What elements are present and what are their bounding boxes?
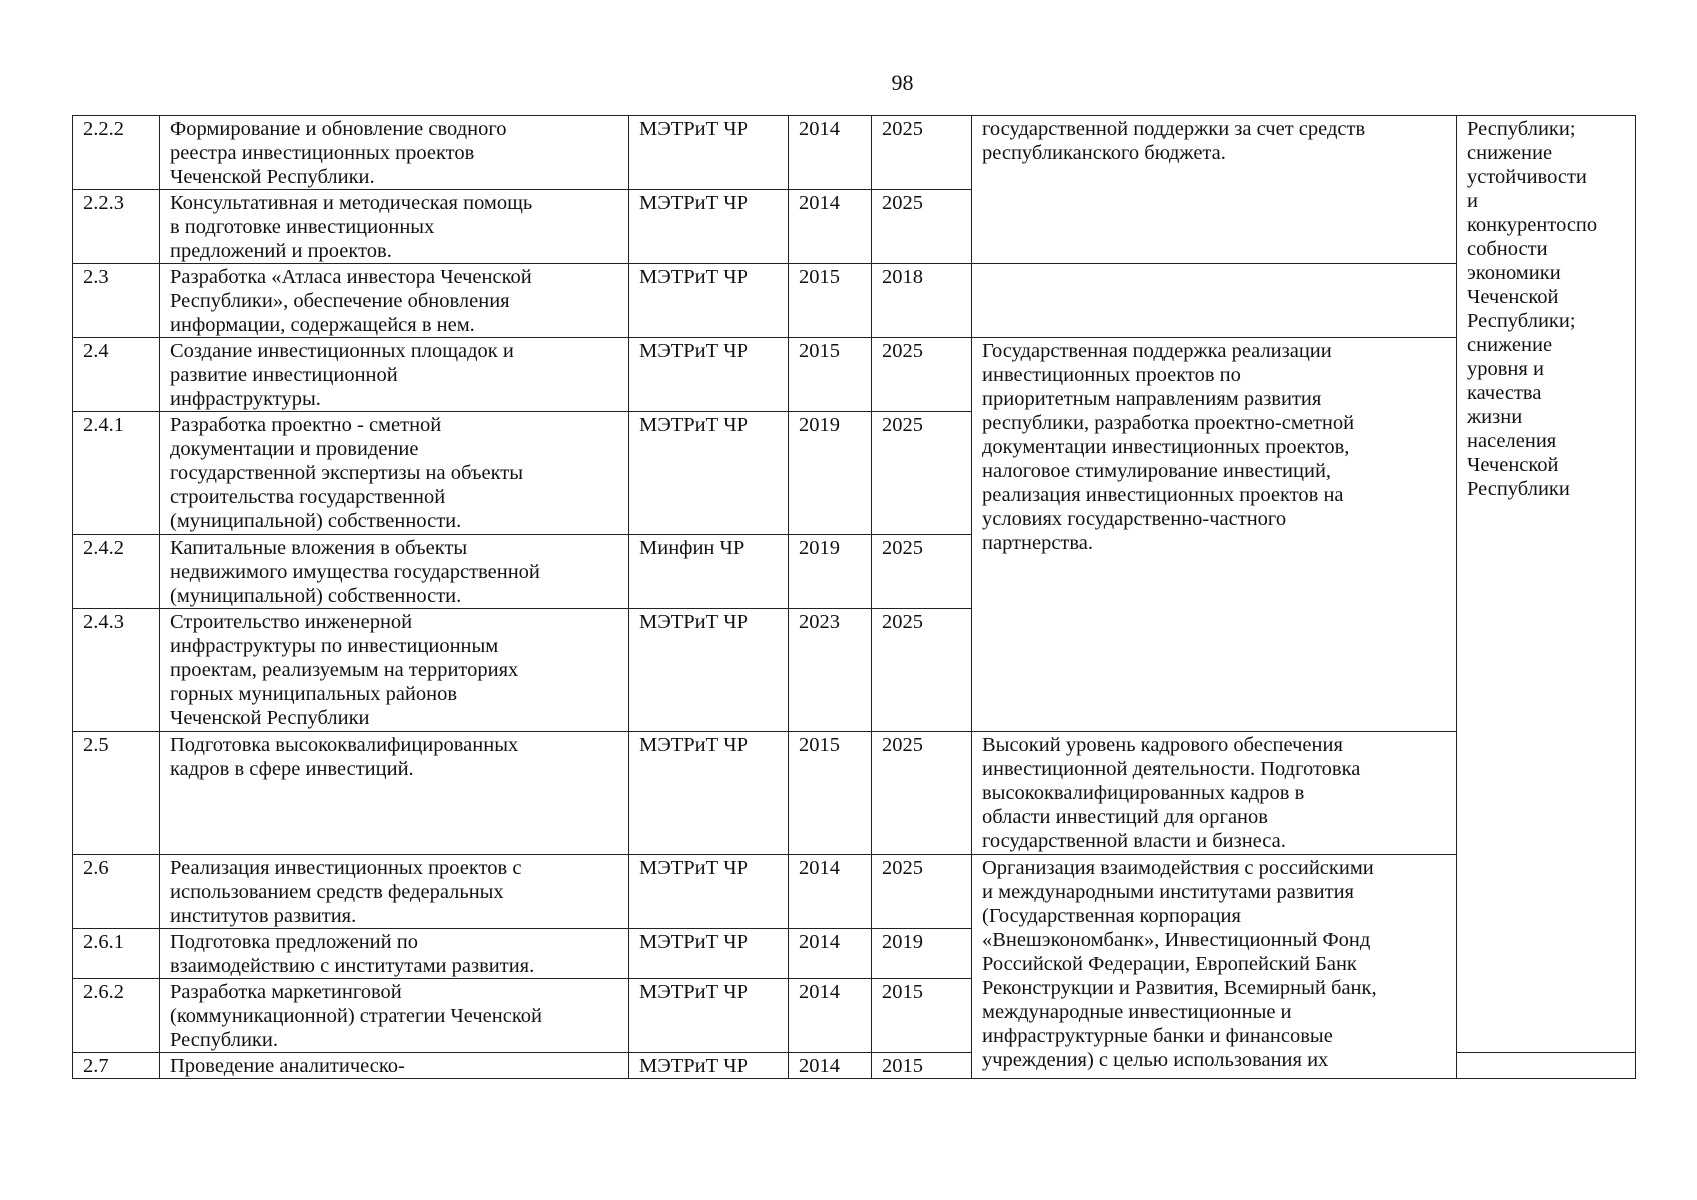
measure-end-year: 2019 [872,929,972,979]
measure-end-year: 2015 [872,1053,972,1079]
measure-executor: МЭТРиТ ЧР [629,338,789,412]
measure-end-year: 2018 [872,264,972,338]
measure-start-year: 2015 [789,732,872,855]
measure-start-year: 2015 [789,264,872,338]
measure-start-year: 2014 [789,929,872,979]
measure-number: 2.4 [73,338,160,412]
measure-executor: МЭТРиТ ЧР [629,412,789,535]
measure-end-year: 2025 [872,609,972,732]
measure-number: 2.4.1 [73,412,160,535]
measure-name: Строительство инженерной инфраструктуры по инвестиционным проектам, реализуемым на территориях горных муниципальных районов Чеченской Республики [160,609,629,732]
measure-consequence: Республики; снижение устойчивости и конкурентоспо собности экономики Чеченской Республики; снижение уровня и качества жизни населения Чеченской Республики [1457,116,1636,1053]
measure-start-year: 2014 [789,190,872,264]
measure-executor: МЭТРиТ ЧР [629,855,789,929]
measure-number: 2.4.2 [73,535,160,609]
measure-result: Высокий уровень кадрового обеспечения инвестиционной деятельности. Подготовка высококвалифицированных кадров в области инвестиций для органов государственной власти и бизнеса. [972,732,1457,855]
table-row [73,338,1636,412]
measure-start-year: 2014 [789,116,872,190]
measure-end-year: 2025 [872,190,972,264]
measure-executor: Минфин ЧР [629,535,789,609]
measure-name: Разработка проектно - сметной документации и провидение государственной экспертизы на объекты строительства государственной (муниципальной) собственности. [160,412,629,535]
measure-name: Подготовка предложений по взаимодействию с институтами развития. [160,929,629,979]
measure-end-year: 2015 [872,979,972,1053]
measure-consequence [1457,1053,1636,1079]
measure-executor: МЭТРиТ ЧР [629,1053,789,1079]
measure-result: Государственная поддержка реализации инвестиционных проектов по приоритетным направлениям развития республики, разработка проектно-сметной документации инвестиционных проектов, налоговое стимулирование инвестиций, реализация инвестиционных проектов на условиях государственно-частного партнерства. [972,338,1457,732]
measure-result [972,264,1457,338]
measure-end-year: 2025 [872,855,972,929]
measure-number: 2.5 [73,732,160,855]
measure-result: Организация взаимодействия с российскими и международными институтами развития (Государственная корпорация «Внешэкономбанк», Инвестиционный Фонд Российской Федерации, Европейский Банк Реконструкции и Развития, Всемирный банк, международные инвестиционные и инфраструктурные банки и финансовые учреждения) с целью использования их [972,855,1457,1079]
measure-name: Разработка «Атласа инвестора Чеченской Республики», обеспечение обновления информации, содержащейся в нем. [160,264,629,338]
measure-number: 2.2.2 [73,116,160,190]
program-measures-table [72,115,1636,1079]
measure-end-year: 2025 [872,732,972,855]
measure-start-year: 2014 [789,1053,872,1079]
measure-end-year: 2025 [872,116,972,190]
measure-executor: МЭТРиТ ЧР [629,264,789,338]
table-row [73,116,1636,190]
measure-start-year: 2023 [789,609,872,732]
measure-name: Консультативная и методическая помощь в подготовке инвестиционных предложений и проектов. [160,190,629,264]
measure-name: Создание инвестиционных площадок и развитие инвестиционной инфраструктуры. [160,338,629,412]
measure-start-year: 2014 [789,979,872,1053]
measure-name: Формирование и обновление сводного реестра инвестиционных проектов Чеченской Республики. [160,116,629,190]
measure-number: 2.3 [73,264,160,338]
measure-number: 2.7 [73,1053,160,1079]
measure-number: 2.6.1 [73,929,160,979]
measure-start-year: 2019 [789,535,872,609]
measure-end-year: 2025 [872,412,972,535]
measure-name: Реализация инвестиционных проектов с использованием средств федеральных институтов развития. [160,855,629,929]
page-number: 98 [891,70,914,95]
table-row [73,855,1636,929]
measure-name: Проведение аналитическо- [160,1053,629,1079]
measure-end-year: 2025 [872,535,972,609]
measure-number: 2.6 [73,855,160,929]
measure-executor: МЭТРиТ ЧР [629,929,789,979]
measure-executor: МЭТРиТ ЧР [629,732,789,855]
measure-number: 2.6.2 [73,979,160,1053]
measure-result: государственной поддержки за счет средств республиканского бюджета. [972,116,1457,264]
measure-name: Разработка маркетинговой (коммуникационной) стратегии Чеченской Республики. [160,979,629,1053]
measure-name: Капитальные вложения в объекты недвижимого имущества государственной (муниципальной) собственности. [160,535,629,609]
measure-start-year: 2015 [789,338,872,412]
table-row [73,264,1636,338]
measure-executor: МЭТРиТ ЧР [629,609,789,732]
measure-executor: МЭТРиТ ЧР [629,979,789,1053]
measure-number: 2.4.3 [73,609,160,732]
measure-number: 2.2.3 [73,190,160,264]
measure-name: Подготовка высококвалифицированных кадров в сфере инвестиций. [160,732,629,855]
measure-executor: МЭТРиТ ЧР [629,116,789,190]
measure-end-year: 2025 [872,338,972,412]
table-row [73,732,1636,855]
measure-start-year: 2014 [789,855,872,929]
measure-start-year: 2019 [789,412,872,535]
measure-executor: МЭТРиТ ЧР [629,190,789,264]
